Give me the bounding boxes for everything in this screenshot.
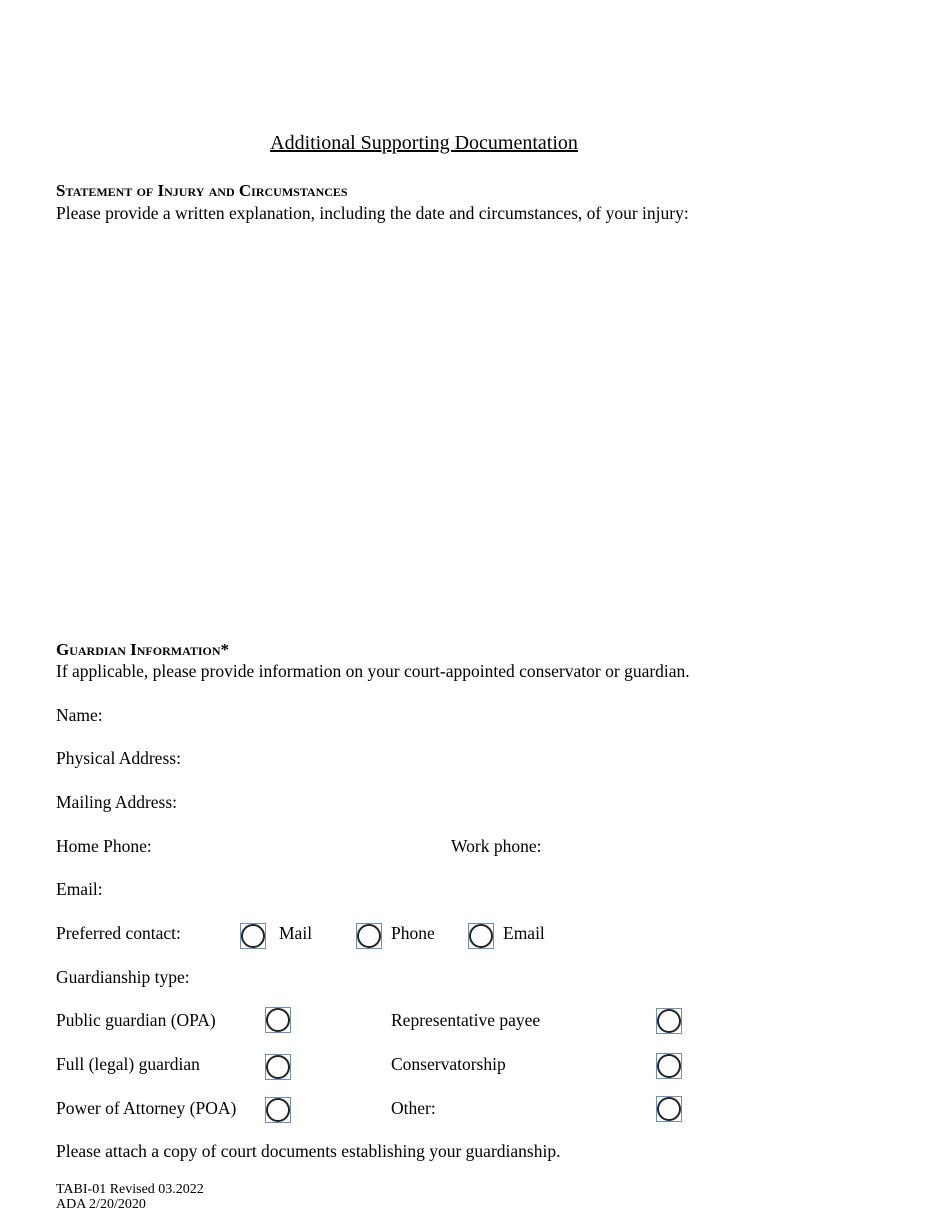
mailing-address-field[interactable] xyxy=(194,790,892,814)
contact-email-label: Email xyxy=(503,923,545,943)
statement-heading: Statement of Injury and Circumstances xyxy=(56,181,348,200)
work-phone-field[interactable] xyxy=(560,834,892,858)
statement-prompt: Please provide a written explanation, including the date and circumstances, of your injury: xyxy=(56,203,689,223)
type-full-guardian-label: Full (legal) guardian xyxy=(56,1054,200,1074)
physical-address-field[interactable] xyxy=(200,746,892,770)
contact-mail-radio[interactable] xyxy=(241,924,265,948)
home-phone-label: Home Phone: xyxy=(56,836,152,856)
home-phone-field[interactable] xyxy=(167,834,437,858)
page-title: Additional Supporting Documentation xyxy=(270,132,578,154)
footer-ada: ADA 2/20/2020 xyxy=(56,1197,146,1212)
type-other-radio[interactable] xyxy=(657,1097,681,1121)
guardian-intro: If applicable, please provide information on your court-appointed conservator or guardian. xyxy=(56,661,690,681)
attach-note: Please attach a copy of court documents establishing your guardianship. xyxy=(56,1141,561,1161)
email-field[interactable] xyxy=(112,877,892,901)
type-public-guardian-label: Public guardian (OPA) xyxy=(56,1010,216,1030)
contact-phone-radio[interactable] xyxy=(357,924,381,948)
guardianship-type-label: Guardianship type: xyxy=(56,967,190,987)
type-conservatorship-label: Conservatorship xyxy=(391,1054,506,1074)
contact-email-radio[interactable] xyxy=(469,924,493,948)
type-conservatorship-radio[interactable] xyxy=(657,1054,681,1078)
type-representative-payee-label: Representative payee xyxy=(391,1010,541,1030)
contact-phone-label: Phone xyxy=(391,923,435,943)
type-public-guardian-radio[interactable] xyxy=(266,1008,290,1032)
type-full-guardian-radio[interactable] xyxy=(266,1055,290,1079)
guardian-heading: Guardian Information* xyxy=(56,640,230,659)
physical-address-label: Physical Address: xyxy=(56,748,181,768)
type-representative-payee-radio[interactable] xyxy=(657,1009,681,1033)
name-field[interactable] xyxy=(112,703,892,727)
statement-text-area[interactable] xyxy=(56,232,894,627)
preferred-contact-label: Preferred contact: xyxy=(56,923,181,943)
type-poa-label: Power of Attorney (POA) xyxy=(56,1098,237,1118)
type-poa-radio[interactable] xyxy=(266,1098,290,1122)
email-label: Email: xyxy=(56,879,103,899)
name-label: Name: xyxy=(56,705,103,725)
footer-revision: TABI-01 Revised 03.2022 xyxy=(56,1182,204,1197)
type-other-field[interactable] xyxy=(442,1096,642,1120)
mailing-address-label: Mailing Address: xyxy=(56,792,178,812)
work-phone-label: Work phone: xyxy=(451,836,542,856)
type-other-label: Other: xyxy=(391,1098,436,1118)
contact-mail-label: Mail xyxy=(279,923,313,943)
